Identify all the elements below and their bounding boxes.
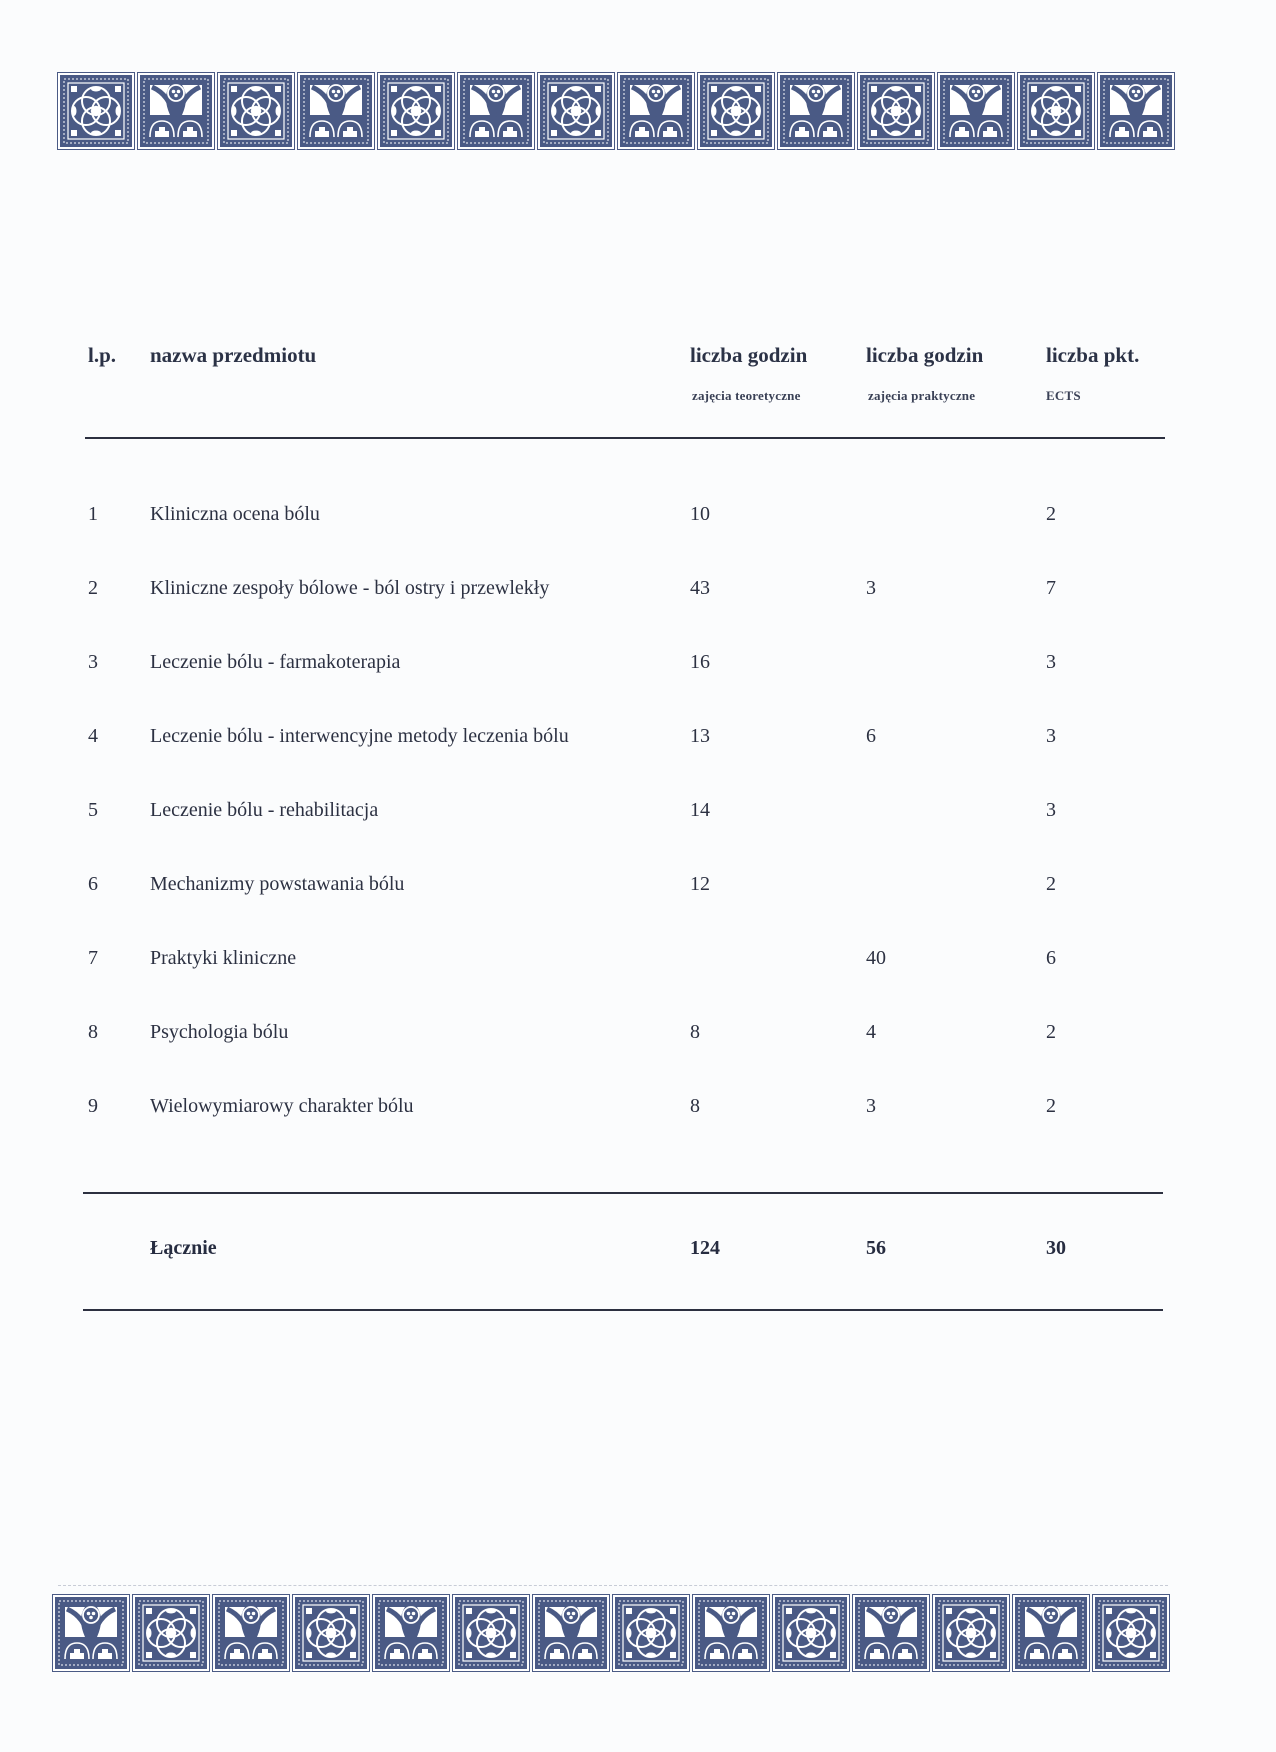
subject-name: Praktyki kliniczne xyxy=(150,947,297,969)
ects-points: 6 xyxy=(1046,947,1056,969)
header-subject-name: nazwa przedmiotu xyxy=(150,343,317,367)
row-number: 3 xyxy=(88,651,98,673)
row-number: 6 xyxy=(88,873,98,895)
knot-ornament-icon xyxy=(132,1594,210,1672)
ects-points: 2 xyxy=(1046,873,1056,895)
gothic-arch-ornament-icon xyxy=(937,72,1015,150)
gothic-arch-ornament-icon xyxy=(297,72,375,150)
practice-hours: 4 xyxy=(866,1021,876,1043)
table-row xyxy=(0,577,1276,607)
total-row xyxy=(0,1237,1276,1267)
subject-name: Psychologia bólu xyxy=(150,1021,289,1043)
practice-hours: 40 xyxy=(866,947,886,969)
ects-points: 3 xyxy=(1046,651,1056,673)
gothic-arch-ornament-icon xyxy=(532,1594,610,1672)
knot-ornament-icon xyxy=(537,72,615,150)
subject-name: Leczenie bólu - farmakoterapia xyxy=(150,651,401,673)
theory-hours: 12 xyxy=(690,873,710,895)
header-practice-hours-title: liczba godzin xyxy=(866,343,984,367)
theory-hours: 43 xyxy=(690,577,710,599)
total-label: Łącznie xyxy=(150,1237,217,1259)
gothic-arch-ornament-icon xyxy=(372,1594,450,1672)
table-row xyxy=(0,725,1276,755)
bottom-border-dotted-line xyxy=(58,1585,1168,1586)
total-theory-hours: 124 xyxy=(690,1237,720,1259)
knot-ornament-icon xyxy=(932,1594,1010,1672)
knot-ornament-icon xyxy=(697,72,775,150)
gothic-arch-ornament-icon xyxy=(137,72,215,150)
ects-points: 3 xyxy=(1046,799,1056,821)
knot-ornament-icon xyxy=(57,72,135,150)
header-divider-rule xyxy=(85,437,1165,439)
gothic-arch-ornament-icon xyxy=(52,1594,130,1672)
table-row xyxy=(0,503,1276,533)
row-number: 1 xyxy=(88,503,98,525)
total-ects-points: 30 xyxy=(1046,1237,1066,1259)
knot-ornament-icon xyxy=(217,72,295,150)
ects-points: 2 xyxy=(1046,1021,1056,1043)
subject-name: Leczenie bólu - interwencyjne metody leczenia bólu xyxy=(150,725,569,747)
table-row xyxy=(0,799,1276,829)
subject-name: Wielowymiarowy charakter bólu xyxy=(150,1095,414,1117)
ects-points: 2 xyxy=(1046,1095,1056,1117)
header-practice-hours-subtitle: zajęcia praktyczne xyxy=(868,388,976,403)
ects-points: 3 xyxy=(1046,725,1056,747)
header-ects-title: liczba pkt. xyxy=(1046,343,1140,367)
row-number: 8 xyxy=(88,1021,98,1043)
total-practice-hours: 56 xyxy=(866,1237,886,1259)
theory-hours: 8 xyxy=(690,1095,700,1117)
table-row xyxy=(0,651,1276,681)
gothic-arch-ornament-icon xyxy=(212,1594,290,1672)
ects-points: 2 xyxy=(1046,503,1056,525)
total-bottom-rule xyxy=(83,1309,1163,1311)
knot-ornament-icon xyxy=(452,1594,530,1672)
row-number: 5 xyxy=(88,799,98,821)
table-row xyxy=(0,873,1276,903)
knot-ornament-icon xyxy=(612,1594,690,1672)
knot-ornament-icon xyxy=(857,72,935,150)
header-lp: l.p. xyxy=(88,343,117,367)
total-top-rule xyxy=(83,1192,1163,1194)
header-ects-subtitle: ECTS xyxy=(1046,388,1081,403)
gothic-arch-ornament-icon xyxy=(1012,1594,1090,1672)
gothic-arch-ornament-icon xyxy=(457,72,535,150)
theory-hours: 8 xyxy=(690,1021,700,1043)
table-row xyxy=(0,1095,1276,1125)
row-number: 4 xyxy=(88,725,98,747)
gothic-arch-ornament-icon xyxy=(1097,72,1175,150)
table-row xyxy=(0,947,1276,977)
knot-ornament-icon xyxy=(292,1594,370,1672)
theory-hours: 13 xyxy=(690,725,710,747)
subject-name: Kliniczna ocena bólu xyxy=(150,503,320,525)
gothic-arch-ornament-icon xyxy=(692,1594,770,1672)
bottom-decorative-border xyxy=(52,1594,1172,1672)
theory-hours: 10 xyxy=(690,503,710,525)
table-row xyxy=(0,1021,1276,1051)
knot-ornament-icon xyxy=(1092,1594,1170,1672)
row-number: 2 xyxy=(88,577,98,599)
subject-name: Kliniczne zespoły bólowe - ból ostry i przewlekły xyxy=(150,577,550,599)
gothic-arch-ornament-icon xyxy=(852,1594,930,1672)
theory-hours: 14 xyxy=(690,799,710,821)
row-number: 9 xyxy=(88,1095,98,1117)
subject-name: Mechanizmy powstawania bólu xyxy=(150,873,405,895)
theory-hours: 16 xyxy=(690,651,710,673)
knot-ornament-icon xyxy=(772,1594,850,1672)
row-number: 7 xyxy=(88,947,98,969)
ects-points: 7 xyxy=(1046,577,1056,599)
practice-hours: 6 xyxy=(866,725,876,747)
knot-ornament-icon xyxy=(1017,72,1095,150)
gothic-arch-ornament-icon xyxy=(777,72,855,150)
practice-hours: 3 xyxy=(866,1095,876,1117)
top-decorative-border xyxy=(57,72,1177,150)
header-theory-hours-subtitle: zajęcia teoretyczne xyxy=(692,388,801,403)
gothic-arch-ornament-icon xyxy=(617,72,695,150)
knot-ornament-icon xyxy=(377,72,455,150)
subject-name: Leczenie bólu - rehabilitacja xyxy=(150,799,379,821)
header-theory-hours-title: liczba godzin xyxy=(690,343,808,367)
practice-hours: 3 xyxy=(866,577,876,599)
